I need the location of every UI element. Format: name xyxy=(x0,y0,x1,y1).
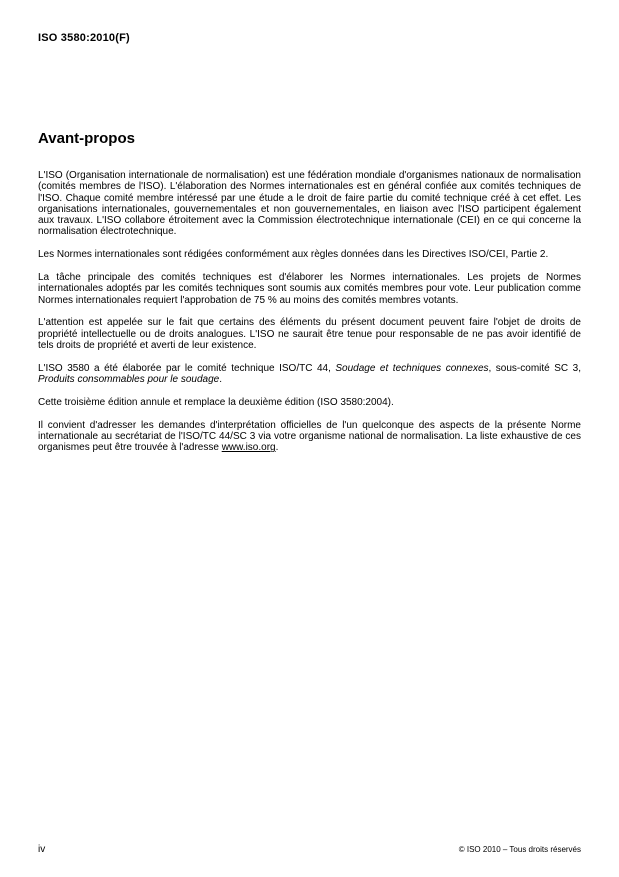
paragraph xyxy=(38,249,581,260)
paragraph xyxy=(38,363,581,386)
body-paragraphs xyxy=(38,170,581,454)
text-segment: Il convient d'adresser les demandes d'interprétation officielles de l'un quelconque des aspects de la présente Norme internationale au secrétariat de l'ISO/TC 44/SC 3 via votre organisme national de normalisation. La liste exhaustive de ces organismes peut être trouvée à l'adresse xyxy=(38,419,581,454)
text-segment: L'ISO 3580 a été élaborée par le comité technique ISO/TC 44, xyxy=(38,362,336,374)
iso-website-link[interactable]: www.iso.org xyxy=(221,442,276,454)
text-segment: . xyxy=(219,374,222,386)
copyright-notice: © ISO 2010 – Tous droits réservés xyxy=(458,845,581,854)
paragraph xyxy=(38,317,581,351)
paragraph xyxy=(38,272,581,306)
paragraph xyxy=(38,420,581,454)
section-title: Avant-propos xyxy=(38,130,135,147)
text-segment: Cette troisième édition annule et remplace la deuxième édition (ISO 3580:2004). xyxy=(38,396,394,408)
text-segment: . xyxy=(275,442,279,454)
page-footer xyxy=(38,844,581,855)
text-segment: , sous-comité SC 3, xyxy=(488,362,581,374)
paragraph xyxy=(38,170,581,238)
document-reference: ISO 3580:2010(F) xyxy=(38,32,130,44)
paragraph xyxy=(38,397,581,408)
text-segment: Soudage et techniques connexes xyxy=(335,362,489,374)
text-segment: Les Normes internationales sont rédigées conformément aux règles données dans les Directives ISO/CEI, Partie 2. xyxy=(38,249,549,261)
page-number: iv xyxy=(38,844,46,855)
text-segment: Produits consommables pour le soudage xyxy=(38,374,220,386)
text-segment: La tâche principale des comités techniques est d'élaborer les Normes internationales. Les projets de Normes internationales adoptés par les comités techniques sont soumis aux comités membres pour vote. Leur publication comme Normes internationales requiert l'approbation de 75 % au moins des comités membres votants. xyxy=(38,272,581,306)
text-segment: L'attention est appelée sur le fait que certains des éléments du présent document peuvent faire l'objet de droits de propriété intellectuelle ou de droits analogues. L'ISO ne saurait être tenue pour responsable de ne pas avoir identifié de tels droits de propriété et averti de leur existence. xyxy=(38,317,581,352)
text-segment: L'ISO (Organisation internationale de normalisation) est une fédération mondiale d'organismes nationaux de normalisation (comités membres de l'ISO). L'élaboration des Normes internationales est en général confiée aux comités techniques de l'ISO. Chaque comité membre intéressé par une étude a le droit de faire partie du comité technique créé à cet effet. Les organisations internationales, gouvernementales et non gouvernementales, en liaison avec l'ISO participent également aux travaux. L'ISO collabore étroitement avec la Commission électrotechnique internationale (CEI) en ce qui concerne la normalisation électrotechnique. xyxy=(38,170,581,238)
